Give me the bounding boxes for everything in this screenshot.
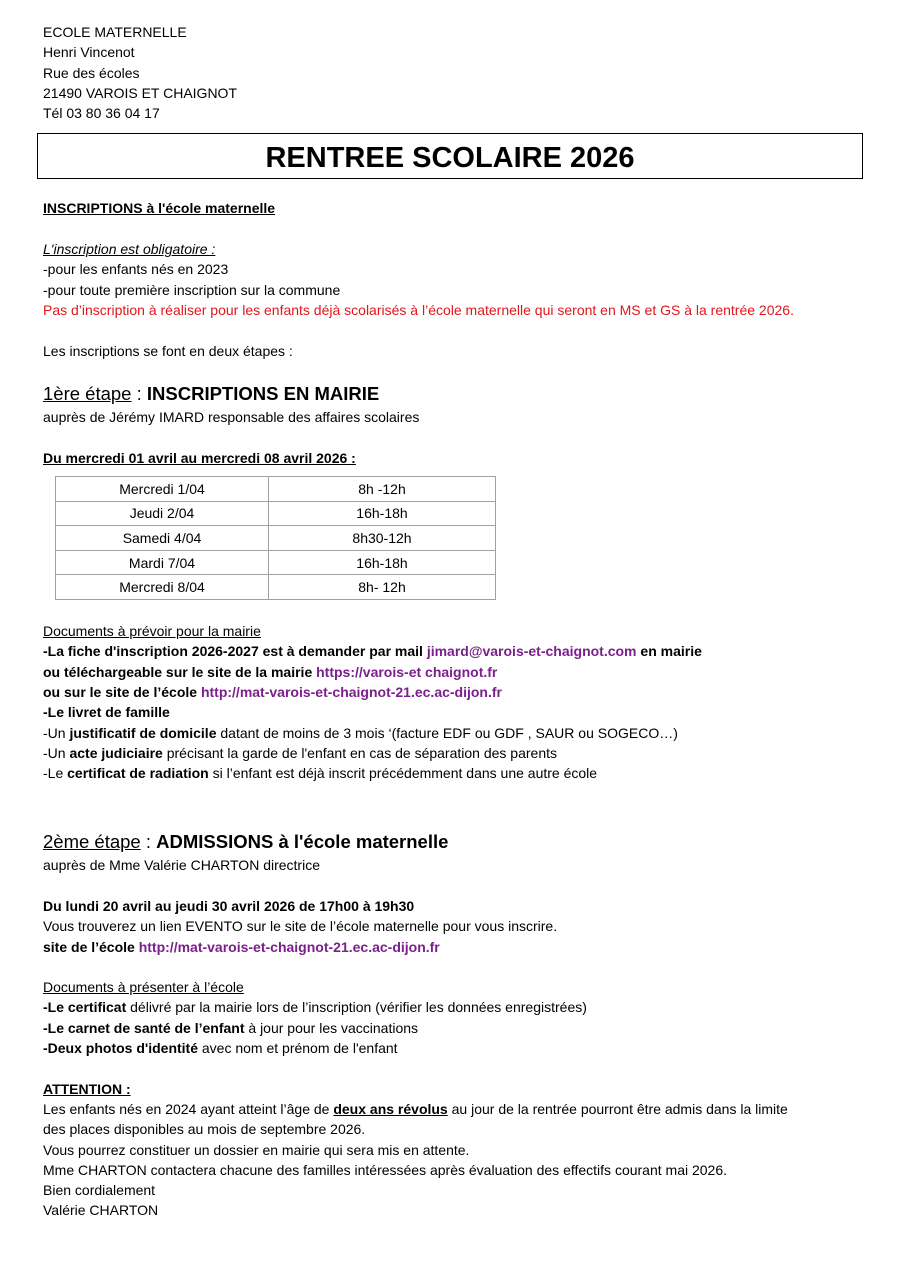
step2-subtitle: auprès de Mme Valérie CHARTON directrice xyxy=(43,857,320,874)
doc-item xyxy=(43,702,863,722)
doc-title: livret de famille xyxy=(67,704,170,721)
step2-separator: : xyxy=(140,831,157,853)
school-site-link[interactable]: http://mat-varois-et-chaignot-21.ec.ac-dijon.fr xyxy=(200,683,502,700)
step2-title: ADMISSIONS à l'école maternelle xyxy=(156,831,449,853)
step2-heading xyxy=(43,829,863,855)
red-notice: Pas d’inscription à réaliser pour les enfants déjà scolarisés à l’école maternelle qui seront en MS et GS à la rentrée 2026. xyxy=(43,301,794,318)
doc-title: carnet de santé de l’enfant xyxy=(67,1019,245,1036)
condition-line: -pour toute première inscription sur la commune xyxy=(43,281,341,298)
step1-dates: Du mercredi 01 avril au mercredi 08 avril 2026 : xyxy=(43,449,356,466)
schedule-day: Jeudi 2/04 xyxy=(56,501,269,526)
doc-title: justificatif de domicile xyxy=(69,724,217,741)
schedule-day: Mercredi 8/04 xyxy=(56,575,269,600)
school-address xyxy=(43,22,863,123)
condition-line: -pour les enfants nés en 2023 xyxy=(43,261,229,278)
address-line: Tél 03 80 36 04 17 xyxy=(43,105,160,122)
obligatoire-label: L'inscription est obligatoire : xyxy=(43,241,216,258)
attention-text: Mme CHARTON contactera chacune des familles intéressées après évaluation des effectifs courant mai 2026. xyxy=(43,1161,728,1178)
doc-title: certificat xyxy=(67,999,127,1016)
page-title: RENTREE SCOLAIRE 2026 xyxy=(37,133,863,179)
attention-text: Vous pourrez constituer un dossier en mairie qui sera mis en attente. xyxy=(43,1141,470,1158)
doc-prefix: -Le xyxy=(43,999,68,1016)
doc-suffix: délivré par la mairie lors de l’inscription (vérifier les données enregistrées) xyxy=(126,999,587,1016)
doc-text: site de l’école xyxy=(43,938,139,955)
table-row xyxy=(56,575,496,600)
attention-emphasis: deux ans révolus xyxy=(333,1100,448,1117)
doc-suffix: datant de moins de 3 mois ‘(facture EDF ou GDF , SAUR ou SOGECO…) xyxy=(216,724,678,741)
schedule-hours: 8h30-12h xyxy=(269,526,496,551)
step1-subtitle: auprès de Jérémy IMARD responsable des affaires scolaires xyxy=(43,409,420,426)
doc-item xyxy=(43,743,863,763)
signature: Valérie CHARTON xyxy=(43,1202,159,1219)
step1-separator: : xyxy=(131,383,147,405)
ecole-docs-heading: Documents à présenter à l’école xyxy=(43,979,244,996)
doc-item xyxy=(43,1018,863,1038)
attention-text: des places disponibles au mois de septembre 2026. xyxy=(43,1121,366,1138)
doc-title: certificat de radiation xyxy=(67,765,209,782)
doc-title: fiche d'inscription 2026-2027 est à demander par mail xyxy=(67,643,427,660)
doc-text: ou sur le site de l’école xyxy=(43,683,201,700)
doc-text: ou téléchargeable sur le site de la mairie xyxy=(43,663,317,680)
closing: Bien cordialement xyxy=(43,1182,156,1199)
doc-item xyxy=(43,997,863,1017)
email-link[interactable]: jimard@varois-et-chaignot.com xyxy=(426,643,637,660)
doc-suffix: en mairie xyxy=(636,643,702,660)
doc-prefix: -La xyxy=(43,643,68,660)
doc-suffix: avec nom et prénom de l'enfant xyxy=(198,1040,398,1057)
school-site-link[interactable]: http://mat-varois-et-chaignot-21.ec.ac-dijon.fr xyxy=(138,938,440,955)
schedule-hours: 16h-18h xyxy=(269,501,496,526)
step1-heading xyxy=(43,381,863,407)
table-row xyxy=(56,526,496,551)
attention-text xyxy=(43,1099,863,1119)
step2-label: 2ème étape xyxy=(43,831,141,853)
attention-heading: ATTENTION : xyxy=(43,1080,131,1097)
doc-item xyxy=(43,641,863,661)
step1-label: 1ère étape xyxy=(43,383,132,405)
table-row xyxy=(56,501,496,526)
address-line: Henri Vincenot xyxy=(43,44,135,61)
address-line: Rue des écoles xyxy=(43,64,140,81)
doc-suffix: à jour pour les vaccinations xyxy=(244,1019,419,1036)
attention-text-part: au jour de la rentrée pourront être admis dans la limite xyxy=(447,1100,788,1117)
address-line: ECOLE MATERNELLE xyxy=(43,24,187,40)
doc-item xyxy=(43,723,863,743)
schedule-day: Samedi 4/04 xyxy=(56,526,269,551)
doc-item xyxy=(43,682,863,702)
doc-prefix: -Le xyxy=(43,1019,68,1036)
doc-title: acte judiciaire xyxy=(69,744,163,761)
doc-suffix: si l’enfant est déjà inscrit précédemment dans une autre école xyxy=(208,765,598,782)
etapes-intro: Les inscriptions se font en deux étapes : xyxy=(43,342,293,359)
school-site-line xyxy=(43,937,863,957)
table-row xyxy=(56,477,496,502)
mairie-docs-heading: Documents à prévoir pour la mairie xyxy=(43,623,261,640)
doc-suffix: précisant la garde de l'enfant en cas de séparation des parents xyxy=(162,744,557,761)
address-line: 21490 VAROIS ET CHAIGNOT xyxy=(43,84,237,101)
step1-title: INSCRIPTIONS EN MAIRIE xyxy=(146,383,380,405)
mairie-site-link[interactable]: https://varois-et chaignot.fr xyxy=(316,663,498,680)
inscriptions-heading: INSCRIPTIONS à l'école maternelle xyxy=(43,200,276,217)
doc-prefix: -Un xyxy=(43,744,70,761)
document-page xyxy=(43,22,863,1221)
schedule-hours: 8h- 12h xyxy=(269,575,496,600)
doc-prefix: -Le xyxy=(43,704,68,721)
schedule-day: Mercredi 1/04 xyxy=(56,477,269,502)
schedule-hours: 16h-18h xyxy=(269,550,496,575)
doc-prefix: -Un xyxy=(43,724,70,741)
evento-text: Vous trouverez un lien EVENTO sur le site de l’école maternelle pour vous inscrire. xyxy=(43,918,558,935)
doc-item xyxy=(43,1038,863,1058)
table-row xyxy=(56,550,496,575)
schedule-table xyxy=(55,476,496,600)
step2-dates: Du lundi 20 avril au jeudi 30 avril 2026 de 17h00 à 19h30 xyxy=(43,897,415,914)
schedule-hours: 8h -12h xyxy=(269,477,496,502)
doc-item xyxy=(43,662,863,682)
schedule-day: Mardi 7/04 xyxy=(56,550,269,575)
doc-title: -Deux photos d'identité xyxy=(43,1040,198,1057)
doc-prefix: -Le xyxy=(43,765,68,782)
attention-text-part: Les enfants nés en 2024 ayant atteint l’âge de xyxy=(43,1100,334,1117)
doc-item xyxy=(43,763,863,783)
